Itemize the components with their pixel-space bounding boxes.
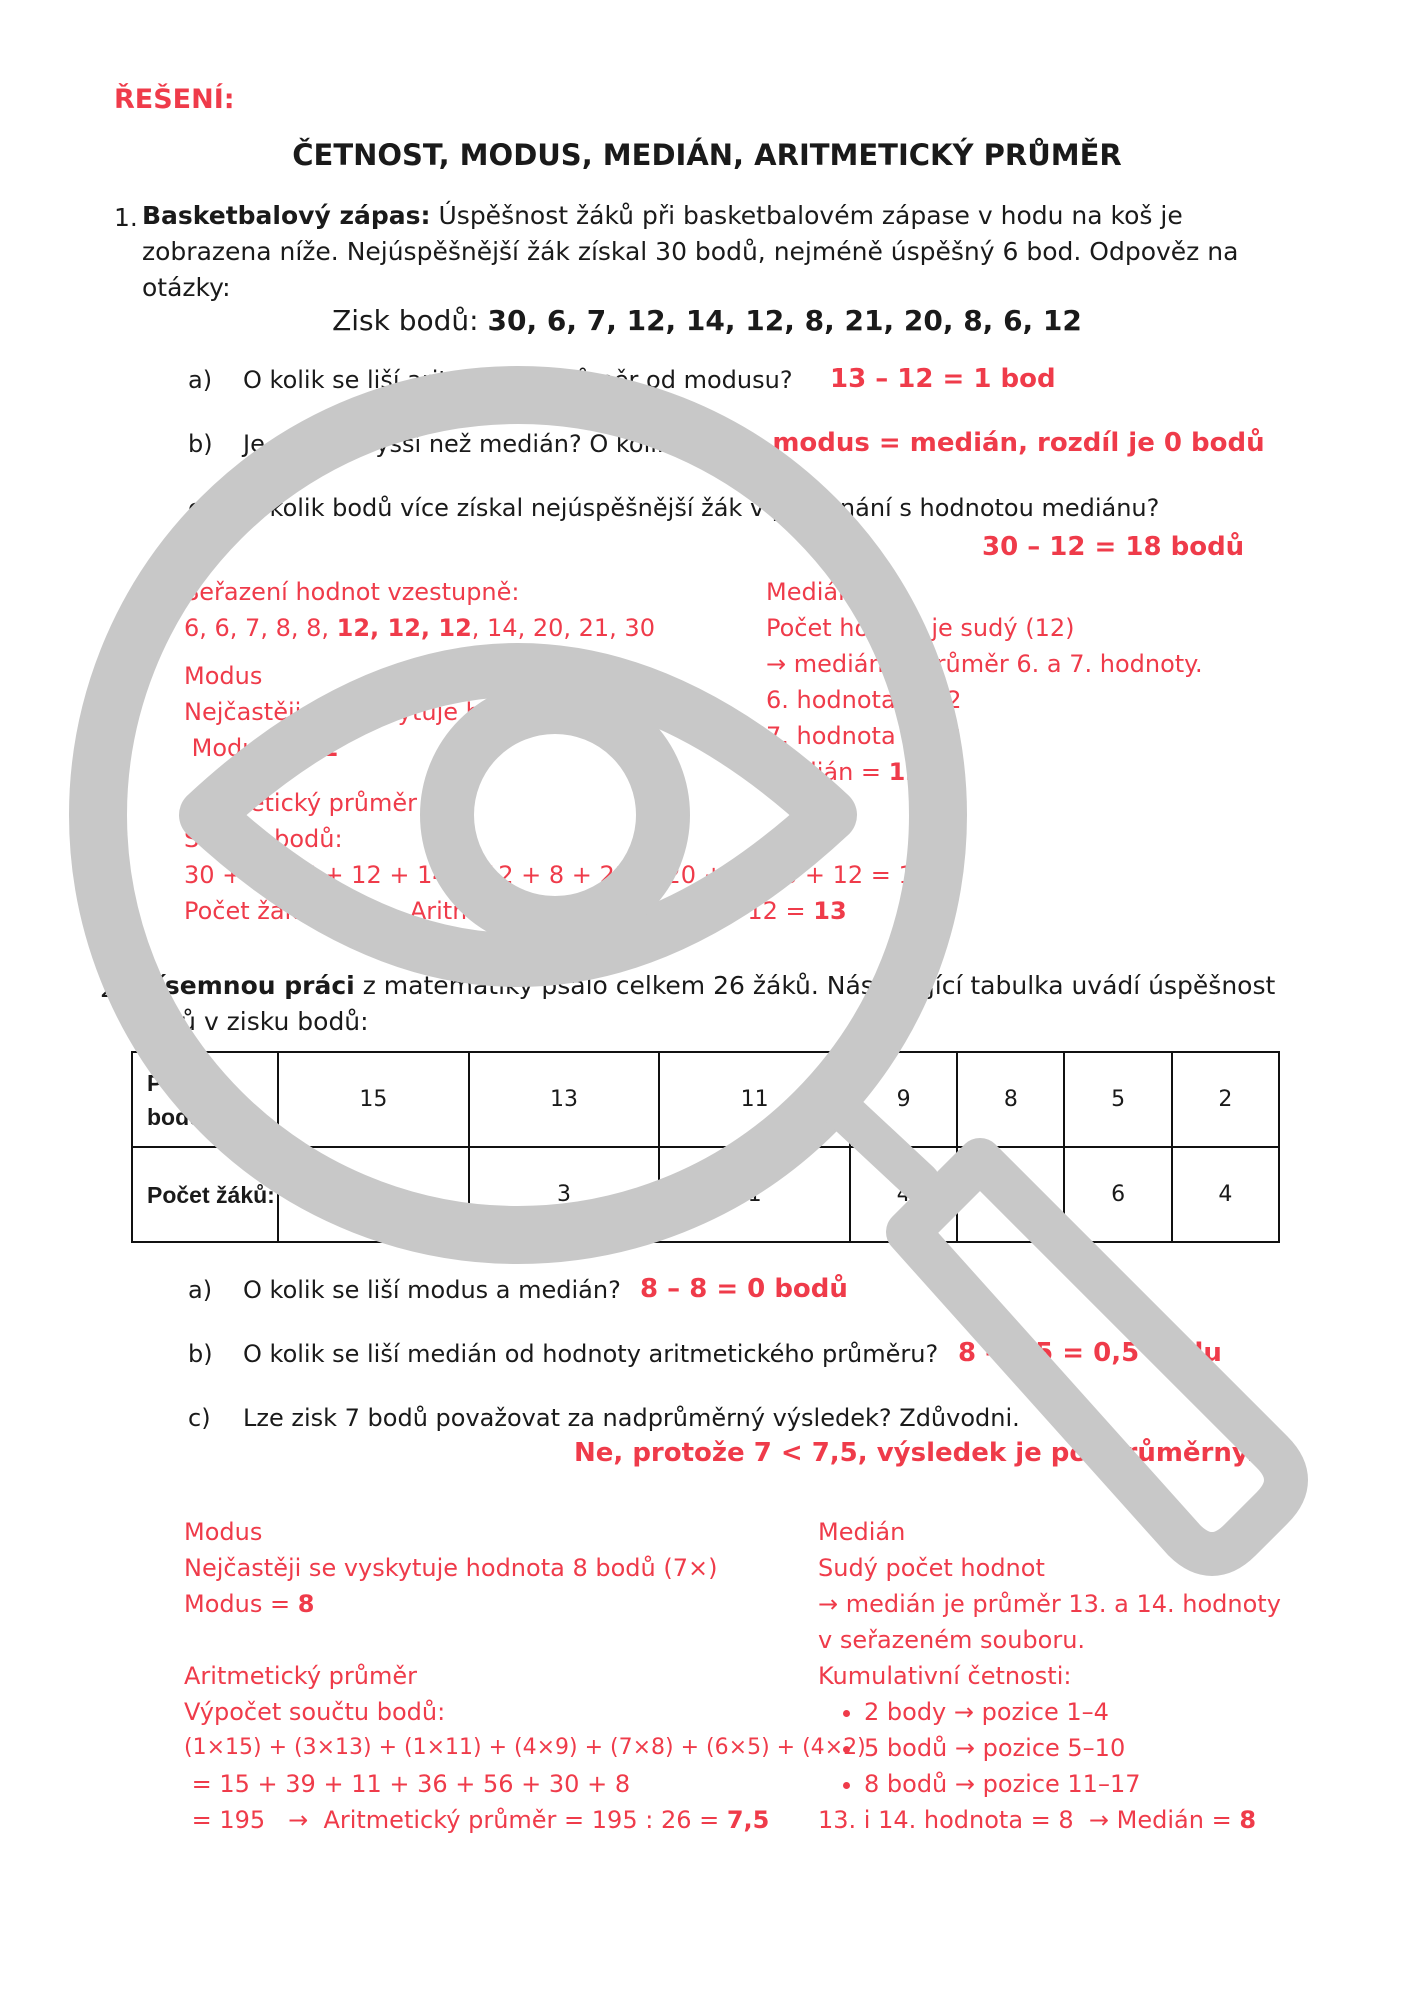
q2-median-title: Medián [818,1518,906,1546]
q1-sorted-label: Seřazení hodnot vzestupně: [184,578,520,606]
q1-points-line [0,304,1414,337]
q2a-letter: a) [188,1276,213,1304]
q2-mean-line2: = 15 + 39 + 11 + 36 + 56 + 30 + 8 [191,1770,631,1798]
q1b-letter: b) [188,430,213,458]
table-cell: 6 [1064,1147,1171,1242]
table-row-students [132,1147,1279,1242]
q2b-question: O kolik se liší medián od hodnoty aritmetického průměru? [243,1340,939,1368]
q2b-answer: 8 – 7,5 = 0,5 bodu [958,1338,1222,1368]
q1-points-label: Zisk bodů: [332,304,488,337]
table-cell: 9 [850,1052,957,1147]
table-cell: 11 [659,1052,850,1147]
q2-median-line2: → medián je průměr 13. a 14. hodnoty [818,1590,1281,1618]
table-cell: 7 [957,1147,1064,1242]
q2b-letter: b) [188,1340,213,1368]
q2a-answer: 8 – 8 = 0 bodů [640,1274,848,1304]
q1-title: Basketbalový zápas: [142,201,431,230]
table-cell: 2 [1172,1052,1279,1147]
table-cell: 8 [957,1052,1064,1147]
q1-mean-sum-label: Součet bodů: [184,825,343,853]
cumulative-list [818,1694,1281,1802]
q2-title: Písemnou práci [138,971,355,1000]
q2-mean-sum-label: Výpočet součtu bodů: [184,1698,446,1726]
list-item: • 2 body → pozice 1–4 [864,1694,1281,1730]
q2-median-line1: Sudý počet hodnot [818,1554,1045,1582]
q1a-question: O kolik se liší aritmetický průměr od modusu? [243,366,793,394]
q1-median-line3: 6. hodnota = 12 [766,686,962,714]
q1-sorted-values: 6, 6, 7, 8, 8, 12, 12, 12, 14, 20, 21, 30 [184,614,655,642]
q1-median-line2: → medián je průměr 6. a 7. hodnoty. [766,650,1203,678]
q1c-letter: c) [188,494,211,522]
q2-mean-title: Aritmetický průměr [184,1662,417,1690]
q2-modus-text: Nejčastěji se vyskytuje hodnota 8 bodů (7×) [184,1554,718,1582]
table-cell: 4 [1172,1147,1279,1242]
list-item: • 5 bodů → pozice 5–10 [864,1730,1281,1766]
q2-median-line4: Kumulativní četnosti: [818,1662,1072,1690]
q1c-question: O kolik bodů více získal nejúspěšnější žák v porovnání s hodnotou mediánu? [243,494,1160,522]
q1-median-line1: Počet hodnot je sudý (12) [766,614,1075,642]
q2-modus-result: Modus = 8 [184,1590,315,1618]
table-cell: 1 [278,1147,469,1242]
q2-body: z matematiky psalo celkem 26 žáků. Následující tabulka uvádí úspěšnost žáků v zisku bodů: [138,971,1276,1036]
q1a-letter: a) [188,366,213,394]
table-cell: 1 [659,1147,850,1242]
table-cell: 3 [469,1147,660,1242]
q2c-letter: c) [188,1404,211,1432]
q2c-answer: Ne, protože 7 < 7,5, výsledek je podprůměrný. [574,1438,1257,1468]
q1-median-result: Medián = 12 [766,758,923,786]
q1c-answer: 30 – 12 = 18 bodů [982,532,1245,562]
q1-mean-result: Počet žáků: 12 → Aritmetický průměr = 156 : 12 = 13 [184,897,847,925]
q2-work-left [184,1514,866,1838]
q1-modus-text: Nejčastěji se vyskytuje hodnota 12 (3×). [184,698,673,726]
q1-modus-result: Modus = 12 [191,734,339,762]
table-cell: 13 [469,1052,660,1147]
list-item: • 8 bodů → pozice 11–17 [864,1766,1281,1802]
q2c-question: Lze zisk 7 bodů považovat za nadprůměrný výsledek? Zdůvodni. [243,1404,1020,1432]
table-cell: 15 [278,1052,469,1147]
q2-modus-title: Modus [184,1518,263,1546]
q2a-question: O kolik se liší modus a medián? [243,1276,621,1304]
q2-median-line3: v seřazeném souboru. [818,1626,1086,1654]
row-header-points: Počet bodů: [132,1052,278,1147]
q2-number: 2. [100,974,124,1003]
q2-median-result: 13. i 14. hodnota = 8 → Medián = 8 [818,1806,1257,1834]
q1-mean-sum: 30 + 6 + 7 + 12 + 14 + 12 + 8 + 21 + 20 + 8 + 6 + 12 = 156 [184,861,945,889]
q1-mean-title: Aritmetický průměr [184,789,417,817]
q1-text [142,198,1292,306]
scores-table [131,1051,1280,1243]
q1-work-right [766,574,1203,790]
q1-modus-title: Modus [184,662,263,690]
q2-mean-line1: (1×15) + (3×13) + (1×11) + (4×9) + (7×8) + (6×5) + (4×2) [184,1735,866,1760]
q1b-answer: Ne, modus = medián, rozdíl je 0 bodů [714,428,1265,458]
table-cell: 5 [1064,1052,1171,1147]
table-row-points [132,1052,1279,1147]
page-title: ČETNOST, MODUS, MEDIÁN, ARITMETICKÝ PRŮMĚR [292,138,1122,172]
table-cell: 4 [850,1147,957,1242]
row-header-students: Počet žáků: [132,1147,278,1242]
q1a-answer: 13 – 12 = 1 bod [830,364,1056,394]
q1b-question: Je modus vyšší než medián? O kolik? [243,430,684,458]
q1-median-title: Medián [766,578,854,606]
q2-text [138,968,1288,1040]
q2-mean-line3: = 195 → Aritmetický průměr = 195 : 26 = 7,5 [191,1806,770,1834]
q1-body: Úspěšnost žáků při basketbalovém zápase v hodu na koš je zobrazena níže. Nejúspěšnější žák získal 30 bodů, nejméně úspěšný 6 bod. Odpověz na otázky: [142,201,1239,302]
q1-number: 1. [114,203,138,232]
q2-work-right [818,1514,1281,1838]
q1-points-values: 30, 6, 7, 12, 14, 12, 8, 21, 20, 8, 6, 12 [487,304,1082,337]
q1-median-line4: 7. hodnota = 12 [766,722,962,750]
solution-label: ŘEŠENÍ: [114,84,235,115]
